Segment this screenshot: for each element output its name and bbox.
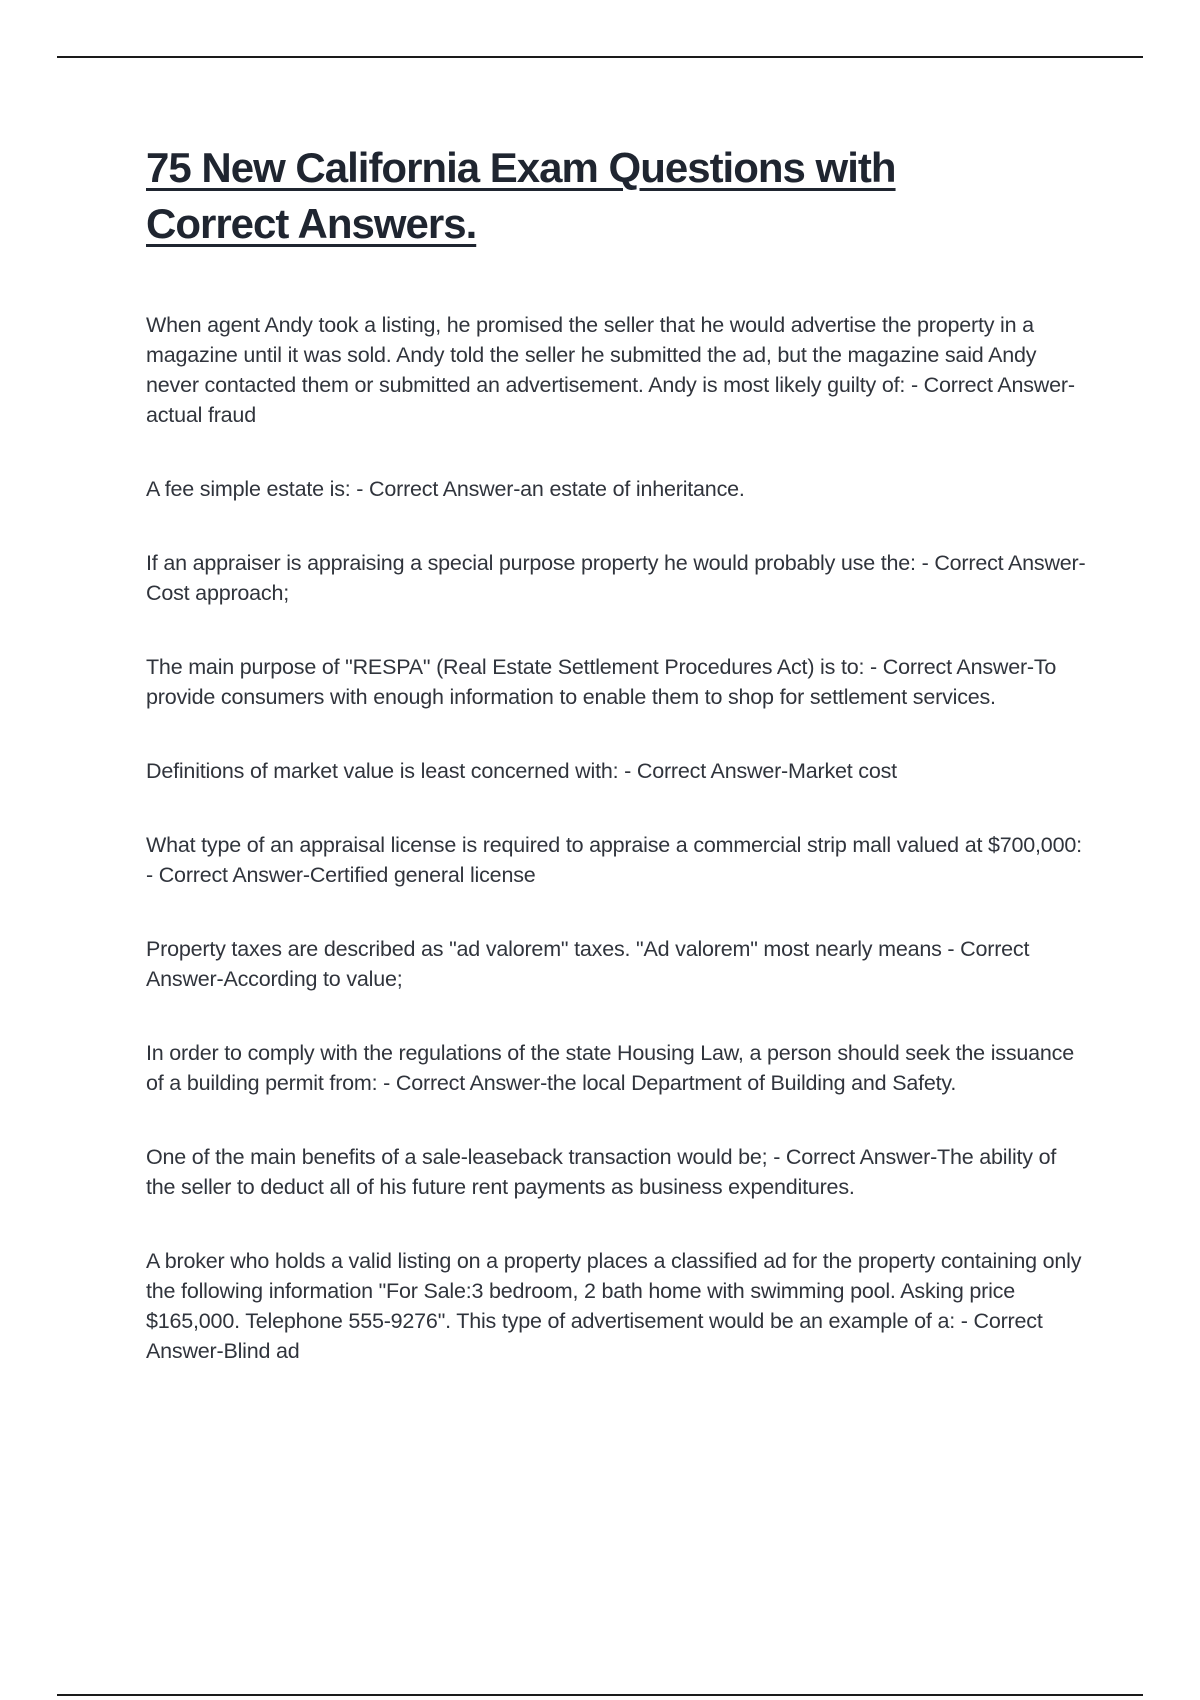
- question-item: A fee simple estate is: - Correct Answer-an estate of inheritance.: [146, 477, 745, 501]
- document-title: 75 New California Exam Questions with Correct Answers.: [146, 144, 896, 247]
- question-item: What type of an appraisal license is required to appraise a commercial strip mall valued at $700,000: - Correct Answer-Certified general license: [146, 833, 1082, 887]
- question-item: One of the main benefits of a sale-leaseback transaction would be; - Correct Answer-The ability of the seller to deduct all of his future rent payments as business expenditures.: [146, 1145, 1057, 1199]
- question-item: The main purpose of "RESPA" (Real Estate Settlement Procedures Act) is to: - Correct Answer-To provide consumers with enough information to enable them to shop for settlement services.: [146, 655, 1057, 709]
- question-item: In order to comply with the regulations of the state Housing Law, a person should seek the issuance of a building permit from: - Correct Answer-the local Department of Building and Safety.: [146, 1041, 1074, 1095]
- question-list: [146, 310, 1086, 1366]
- top-divider: [57, 56, 1143, 58]
- document-body: [146, 140, 1086, 1410]
- question-item: Definitions of market value is least concerned with: - Correct Answer-Market cost: [146, 759, 897, 783]
- question-item: When agent Andy took a listing, he promised the seller that he would advertise the property in a magazine until it was sold. Andy told the seller he submitted the ad, but the magazine said Andy never contacted them or submitted an advertisement. Andy is most likely guilty of: - Correct Answer-actual fraud: [146, 313, 1075, 427]
- bottom-divider: [57, 1694, 1143, 1696]
- question-item: A broker who holds a valid listing on a property places a classified ad for the property containing only the following information "For Sale:3 bedroom, 2 bath home with swimming pool. Asking price $165,000. Telephone 555-9276". This type of advertisement would be an example of a: - Correct Answer-Blind ad: [146, 1249, 1082, 1363]
- question-item: If an appraiser is appraising a special purpose property he would probably use the: - Correct Answer-Cost approach;: [146, 551, 1086, 605]
- question-item: Property taxes are described as "ad valorem" taxes. "Ad valorem" most nearly means - Correct Answer-According to value;: [146, 937, 1030, 991]
